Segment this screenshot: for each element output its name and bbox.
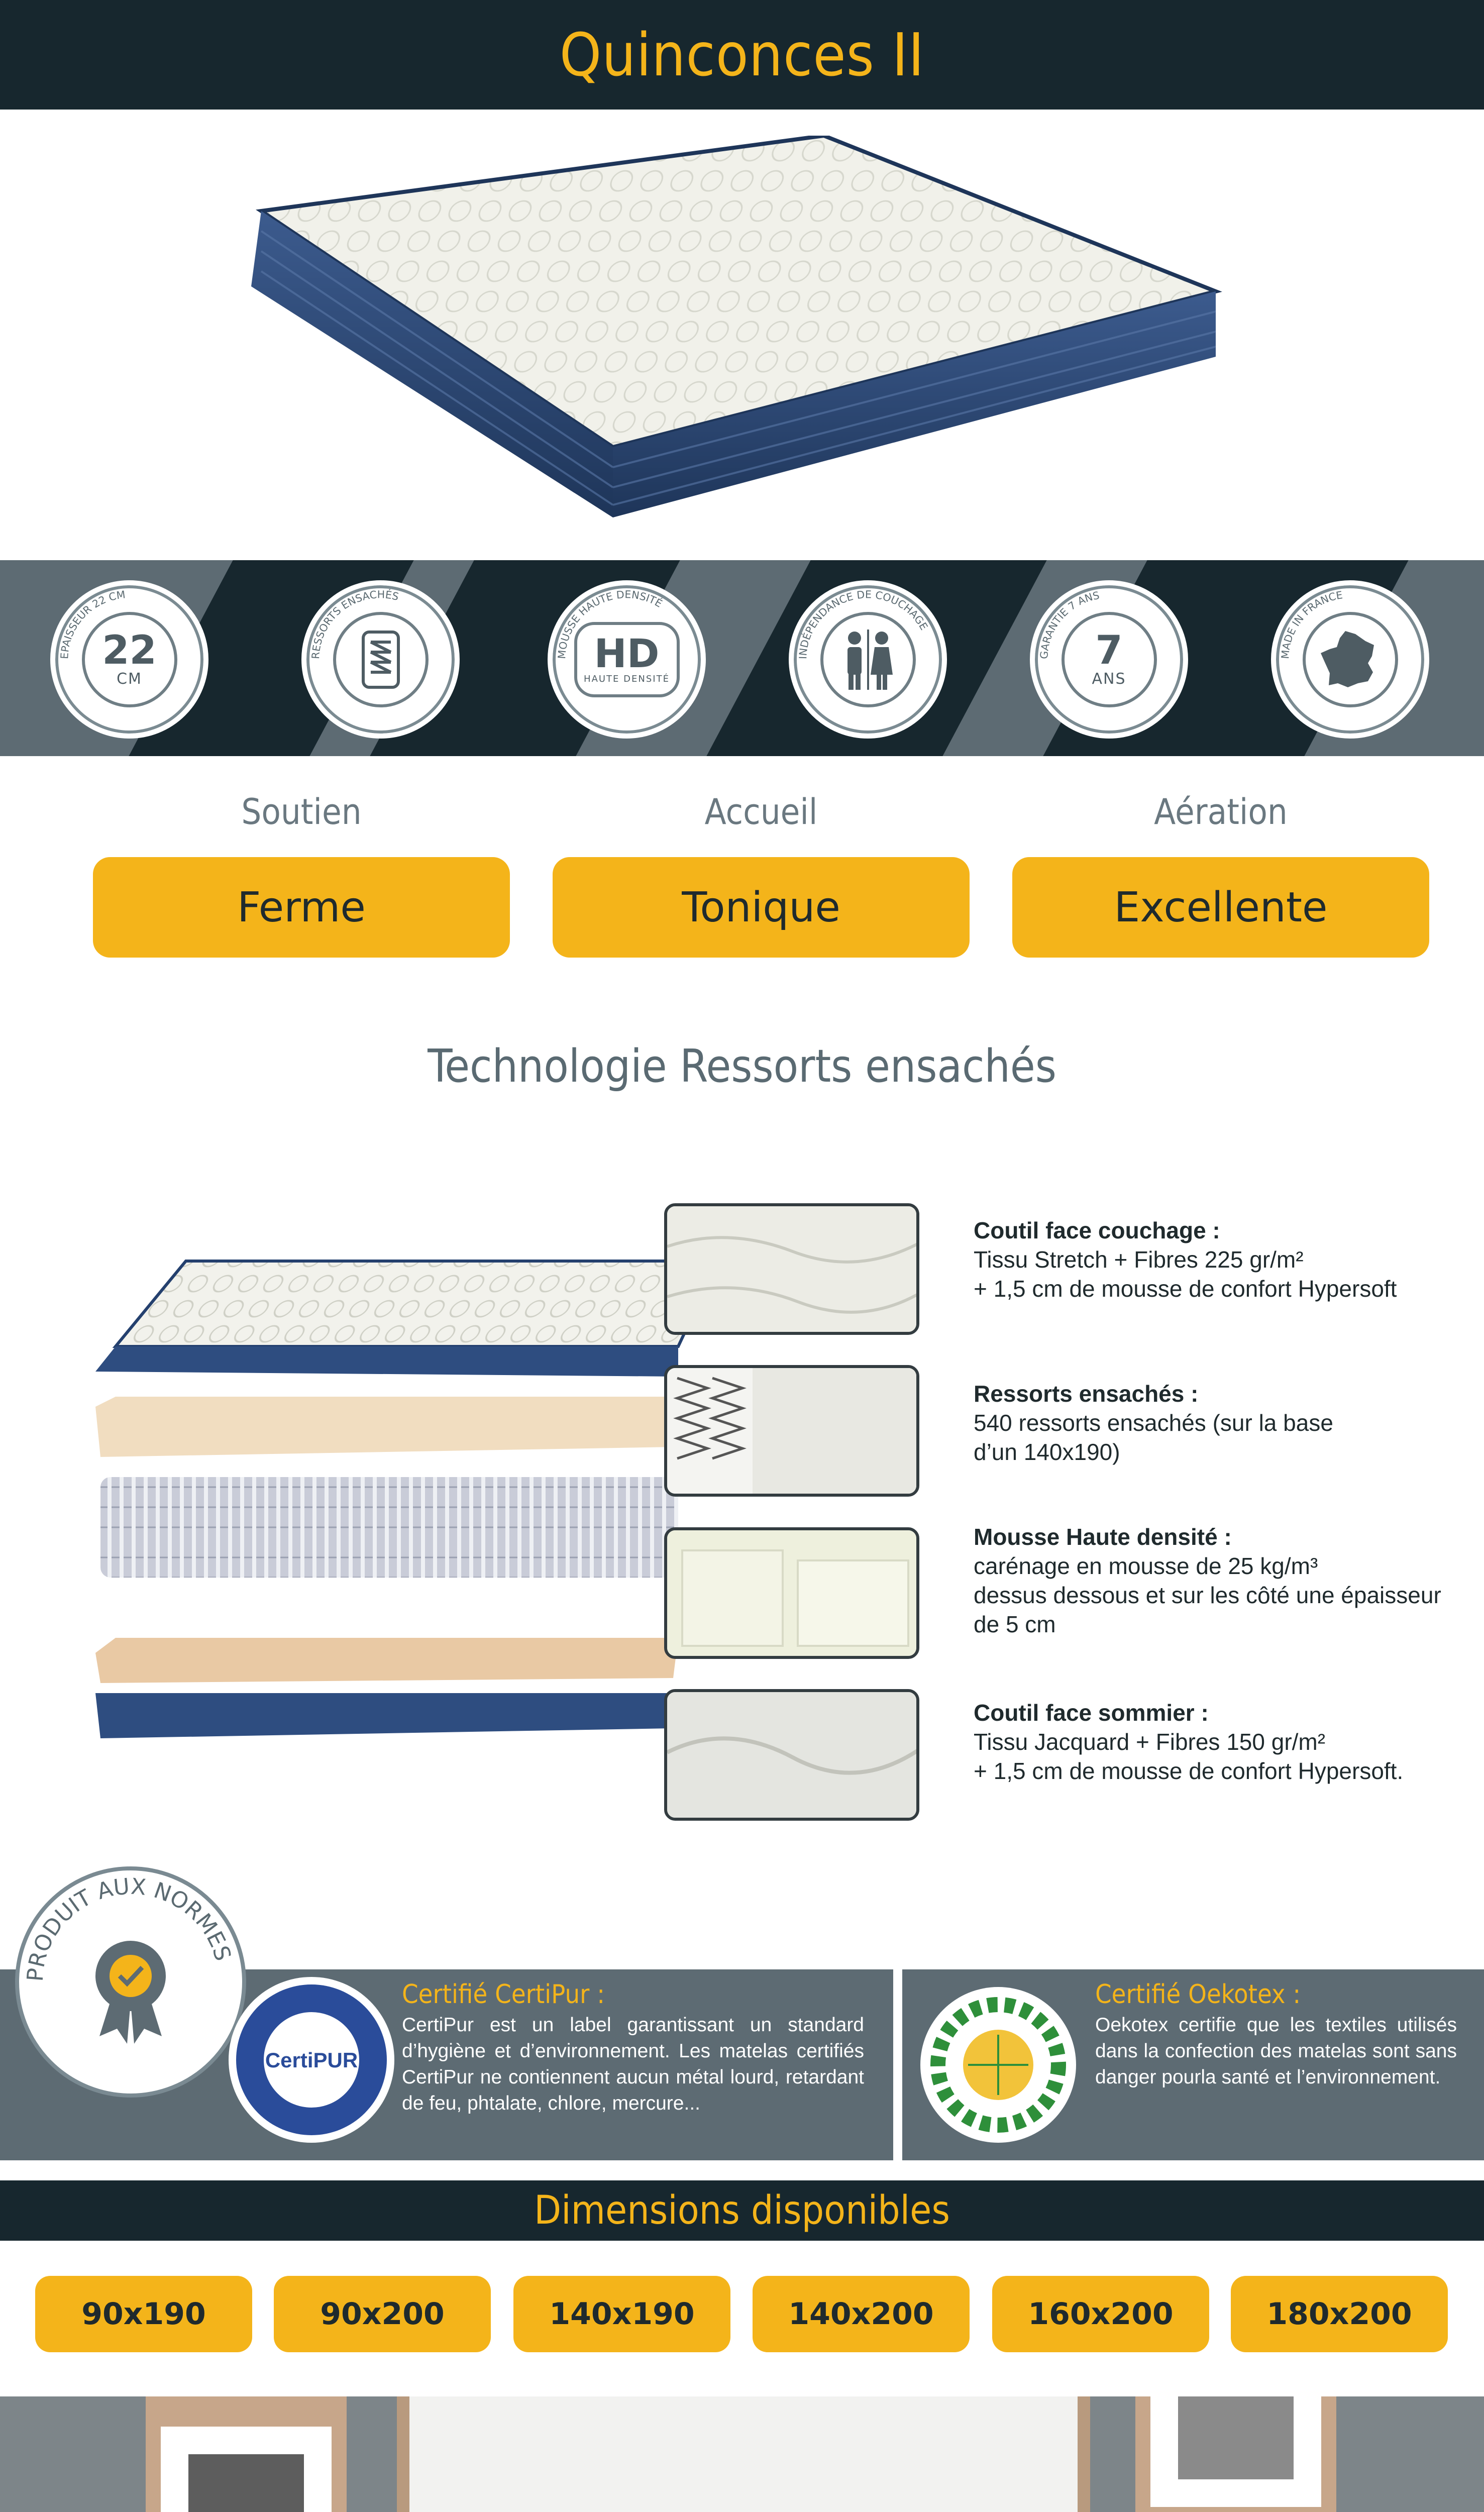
- thickness-badge: [50, 580, 208, 739]
- layer-zoom-bottom-fabric: [664, 1689, 919, 1821]
- dimension-90x190: 90x190: [35, 2276, 252, 2352]
- hd-label: HD: [594, 632, 660, 677]
- dimensions-bar: [0, 2180, 1484, 2241]
- hd-sublabel: HAUTE DENSITÉ: [584, 674, 670, 684]
- warranty-badge: [1030, 580, 1188, 739]
- svg-text:GARANTIE 7 ANS: GARANTIE 7 ANS: [1038, 589, 1101, 660]
- springs-badge: [301, 580, 460, 739]
- rating-value-accueil: Tonique: [553, 857, 970, 958]
- layer-zoom-top-fabric: [664, 1203, 919, 1335]
- layer-desc-springs: Ressorts ensachés : 540 ressorts ensachés (sur la base d’un 140x190): [974, 1381, 1333, 1465]
- title-bar: [0, 0, 1484, 110]
- rating-label-aeration: Aération: [1154, 791, 1288, 832]
- made-in-france-badge: [1271, 580, 1429, 739]
- bedroom-scene-image: [0, 2396, 1484, 2512]
- layer-desc-top: Coutil face couchage : Tissu Stretch + Fibres 225 gr/m² + 1,5 cm de mousse de confort Hypersoft: [974, 1217, 1397, 1302]
- oekotex-logo: [920, 1987, 1076, 2143]
- dimensions-title: Dimensions disponibles: [534, 2188, 950, 2233]
- certipur-title: Certifié CertiPur :: [402, 1979, 605, 2010]
- technology-title: Technologie Ressorts ensachés: [428, 1040, 1056, 1093]
- dimension-160x200: 160x200: [992, 2276, 1209, 2352]
- svg-text:INDÉPENDANCE DE COUCHAGE: INDÉPENDANCE DE COUCHAGE: [797, 588, 930, 660]
- rating-value-soutien: Ferme: [93, 857, 510, 958]
- rating-label-accueil: Accueil: [704, 791, 818, 832]
- thickness-unit: CM: [117, 670, 142, 688]
- dimension-90x200: 90x200: [274, 2276, 491, 2352]
- layer-desc-foam: Mousse Haute densité : carénage en mousse de 25 kg/m³ dessus dessous et sur les côté une épaisseur de 5 cm: [974, 1524, 1441, 1637]
- svg-text:RESSORTS ENSACHÉS: RESSORTS ENSACHÉS: [309, 588, 400, 660]
- warranty-years: 7: [1095, 628, 1123, 673]
- dimension-140x200: 140x200: [753, 2276, 970, 2352]
- product-title: Quinconces II: [559, 20, 925, 89]
- layer-zoom-foam: [664, 1527, 919, 1659]
- norms-badge: [15, 1866, 246, 2098]
- rating-value-aeration: Excellente: [1012, 857, 1429, 958]
- certipur-logo: [229, 1977, 394, 2143]
- svg-text:MOUSSE HAUTE DENSITÉ: MOUSSE HAUTE DENSITÉ: [556, 588, 665, 660]
- warranty-unit: ANS: [1092, 670, 1126, 688]
- high-density-badge: [548, 580, 706, 739]
- svg-text:EPAISSEUR 22 CM: EPAISSEUR 22 CM: [58, 588, 126, 660]
- dimension-140x190: 140x190: [513, 2276, 730, 2352]
- hero-mattress-image: [231, 136, 1236, 538]
- layer-desc-bottom: Coutil face sommier : Tissu Jacquard + Fibres 150 gr/m² + 1,5 cm de mousse de confort Hypersoft.: [974, 1700, 1404, 1784]
- svg-text:CertiPUR: CertiPUR: [265, 2048, 358, 2072]
- svg-text:MADE IN FRANCE: MADE IN FRANCE: [1279, 589, 1344, 660]
- dimension-180x200: 180x200: [1231, 2276, 1448, 2352]
- layer-zoom-springs: [664, 1365, 919, 1497]
- oekotex-title: Certifié Oekotex :: [1095, 1979, 1301, 2010]
- independence-badge: [789, 580, 947, 739]
- oekotex-text: Oekotex certifie que les textiles utilisés dans la confection des matelas sont sans danger pourla santé et l’environnement.: [1095, 2014, 1457, 2088]
- thickness-value: 22: [102, 628, 157, 673]
- features-band: [0, 560, 1484, 756]
- rating-label-soutien: Soutien: [241, 791, 362, 832]
- svg-text:PRODUIT AUX NORMES: PRODUIT AUX NORMES: [22, 1873, 236, 1982]
- certipur-text: CertiPur est un label garantissant un standard d’hygiène et d’environnement. Les matelas certifiés CertiPur ne contiennent aucun métal lourd, retardant de feu, phtalate, chlore, mercure...: [402, 2014, 864, 2114]
- medal-icon: [95, 1941, 166, 2044]
